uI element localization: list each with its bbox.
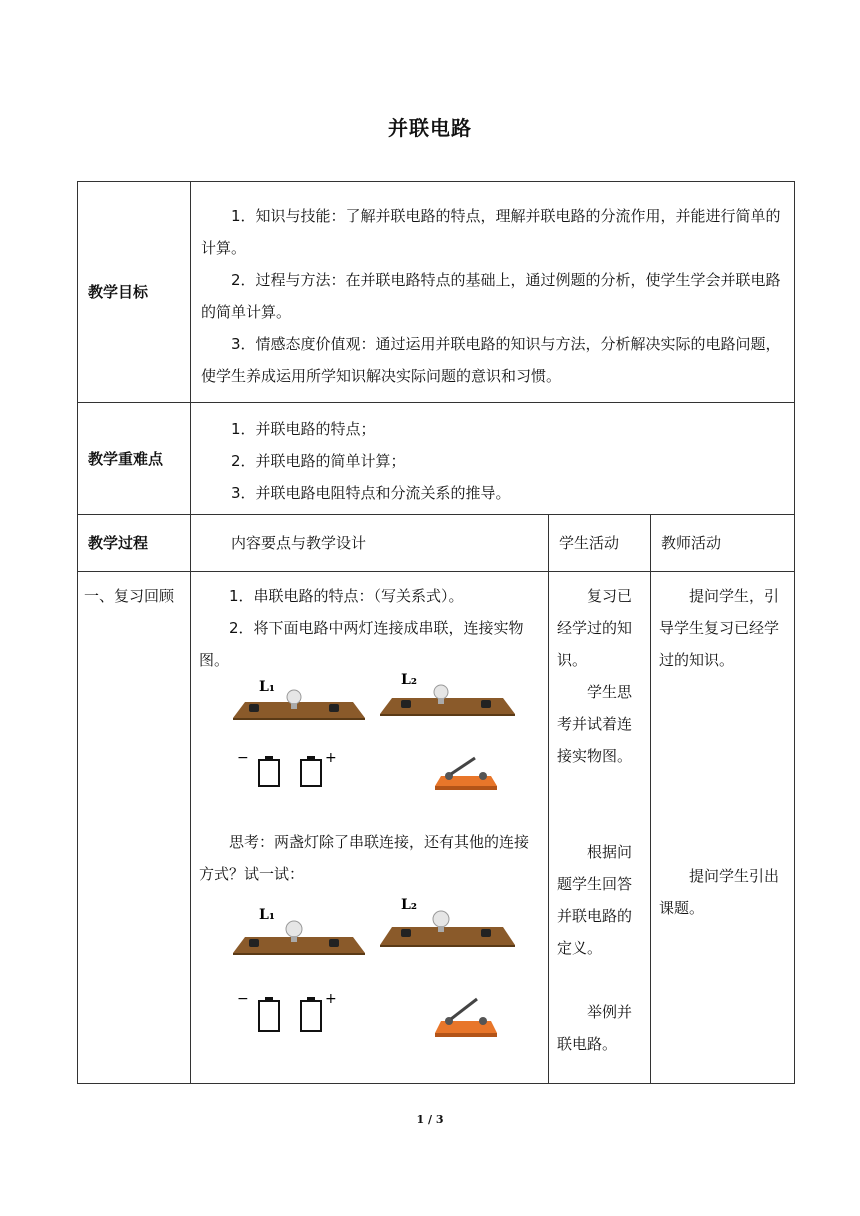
circuit-diagram-1 (225, 672, 525, 797)
content-header: 内容要点与教学设计 (190, 514, 549, 572)
battery-minus: − (237, 991, 249, 1007)
circuit-diagram-2 (225, 895, 525, 1045)
student-header: 学生活动 (548, 514, 651, 572)
page-number: 1 / 3 (416, 1113, 444, 1126)
student-item: 根据问题学生回答并联电路的定义。 (557, 843, 633, 957)
review-label: 一、复习回顾 (77, 571, 191, 1084)
key-point-item: 2．并联电路的简单计算； (231, 452, 406, 470)
battery-minus: − (237, 750, 249, 766)
goal-item: 3．情感态度价值观：通过运用并联电路的知识与方法，分析解决实际的电路问题，使学生养成运用所学知识解决实际问题的意识和习惯。 (201, 335, 781, 385)
teacher-header: 教师活动 (650, 514, 795, 572)
lamp2-label: L₂ (401, 672, 417, 688)
teacher-item: 提问学生，引导学生复习已经学过的知识。 (659, 587, 780, 669)
review-text: 2．将下面电路中两灯连接成串联，连接实物图。 (199, 619, 524, 669)
think-text: 思考：两盏灯除了串联连接，还有其他的连接方式？试一试： (199, 833, 530, 883)
goal-item: 1．知识与技能：了解并联电路的特点，理解并联电路的分流作用，并能进行简单的计算。 (201, 207, 781, 257)
student-item: 学生思考并试着连接实物图。 (557, 683, 633, 765)
goal-item: 2．过程与方法：在并联电路特点的基础上，通过例题的分析，使学生学会并联电路的简单计算。 (201, 271, 781, 321)
teacher-activity (650, 571, 795, 1084)
lamp-board-l2 (380, 672, 515, 716)
process-label: 教学过程 (77, 514, 191, 572)
lamp2-label: L₂ (401, 897, 417, 913)
battery-pack (237, 750, 337, 786)
lamp1-label: L₁ (259, 907, 275, 923)
switch (435, 758, 497, 790)
key-point-item: 3．并联电路电阻特点和分流关系的推导。 (231, 484, 511, 502)
student-item: 举例并联电路。 (557, 1003, 633, 1053)
switch (435, 999, 497, 1037)
student-activity (548, 571, 651, 1084)
battery-plus: + (325, 750, 337, 766)
battery-plus: + (325, 991, 337, 1007)
goals-content (190, 181, 795, 403)
page-title: 并联电路 (388, 116, 472, 140)
review-text: 1．串联电路的特点：（写关系式）。 (229, 587, 464, 605)
lamp-board-l1 (233, 679, 365, 720)
teacher-item: 提问学生引出课题。 (659, 867, 780, 917)
battery-pack (237, 991, 337, 1031)
key-points-content (190, 402, 795, 515)
student-item: 复习已经学过的知识。 (557, 587, 633, 669)
lamp1-label: L₁ (259, 679, 275, 695)
key-point-item: 1．并联电路的特点； (231, 420, 376, 438)
lamp-board-l1 (233, 907, 365, 955)
goals-label: 教学目标 (77, 181, 191, 403)
key-points-label: 教学重难点 (77, 402, 191, 515)
lamp-board-l2 (380, 897, 515, 947)
